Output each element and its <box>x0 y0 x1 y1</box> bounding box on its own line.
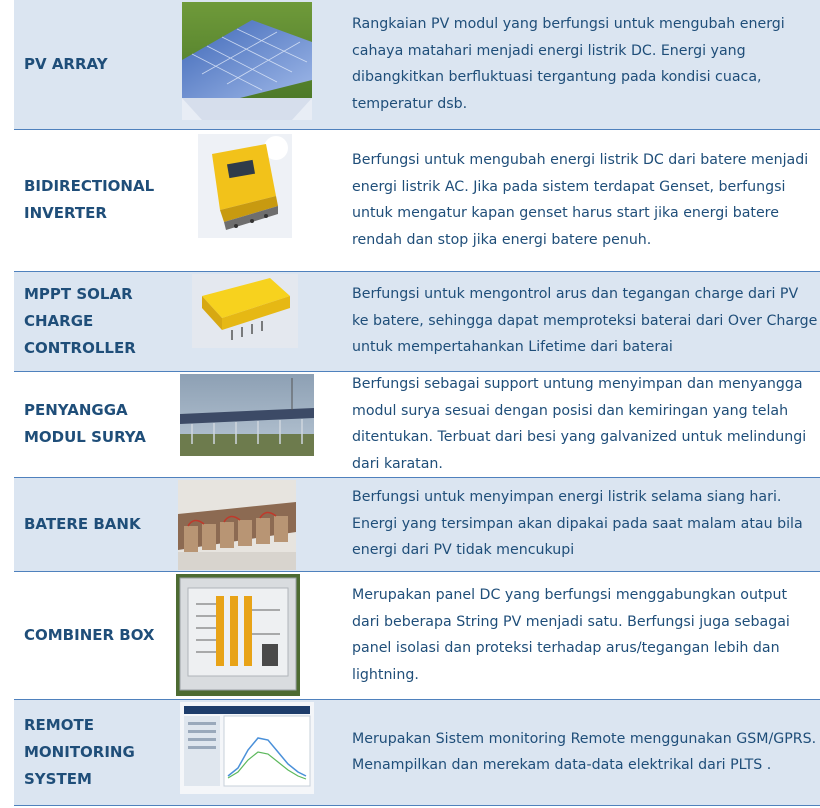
battery-bank-photo <box>178 480 296 570</box>
row-label: BATERE BANK <box>24 514 141 533</box>
table-row-battery <box>14 478 820 572</box>
yellow-charge-controller-photo <box>192 274 298 348</box>
combiner-box-cabinet-photo <box>176 574 300 696</box>
monitoring-dashboard-screenshot <box>180 702 314 794</box>
component-table <box>14 0 820 808</box>
row-label: COMBINER BOX <box>24 625 155 644</box>
row-label: PENYANGGA MODUL SURYA <box>24 401 146 446</box>
table-row-combiner <box>14 572 820 700</box>
row-description: Berfungsi untuk mengubah energi listrik DC dari batere menjadi energi listrik AC. Jika pada sistem terdapat Genset, berfungsi untuk mengatur kapan genset harus start jika energi batere rendah dan stop jika energi batere penuh. <box>352 152 809 248</box>
row-description: Merupakan panel DC yang berfungsi menggabungkan output dari beberapa String PV menjadi satu. Berfungsi juga sebagai panel isolasi dan proteksi terhadap arus/tegangan lebih dan lightning. <box>352 587 790 683</box>
row-label: MPPT SOLAR CHARGE CONTROLLER <box>24 284 136 357</box>
row-label: BIDIRECTIONAL INVERTER <box>24 177 155 222</box>
row-description: Berfungsi untuk mengontrol arus dan tegangan charge dari PV ke batere, sehingga dapat memproteksi baterai dari Over Charge untuk mempertahankan Lifetime dari baterai <box>352 286 818 356</box>
row-description: Rangkaian PV modul yang berfungsi untuk mengubah energi cahaya matahari menjadi energi listrik DC. Energi yang dibangkitkan berfluktuasi tergantung pada kondisi cuaca, temperatur dsb. <box>352 16 785 112</box>
row-description: Berfungsi sebagai support untung menyimpan dan menyangga modul surya sesuai dengan posisi dan kemiringan yang telah ditentukan. Terbuat dari besi yang galvanized untuk melindungi dari karatan. <box>352 376 807 472</box>
solar-panel-field-photo <box>182 2 312 120</box>
solar-mounting-structure-photo <box>180 374 314 456</box>
table-row-mppt <box>14 272 820 372</box>
row-label: REMOTE MONITORING SYSTEM <box>24 715 135 788</box>
table-row-monitoring <box>14 700 820 806</box>
table-row-mounting <box>14 372 820 478</box>
row-description: Berfungsi untuk menyimpan energi listrik selama siang hari. Energi yang tersimpan akan dipakai pada saat malam atau bila energi dari PV tidak mencukupi <box>352 489 803 559</box>
table-row-pv-array <box>14 0 820 130</box>
row-label: PV ARRAY <box>24 54 108 73</box>
yellow-inverter-unit-photo <box>198 134 292 238</box>
row-description: Merupakan Sistem monitoring Remote menggunakan GSM/GPRS. Menampilkan dan merekam data-data elektrikal dari PLTS . <box>352 730 817 773</box>
table-row-inverter <box>14 130 820 272</box>
